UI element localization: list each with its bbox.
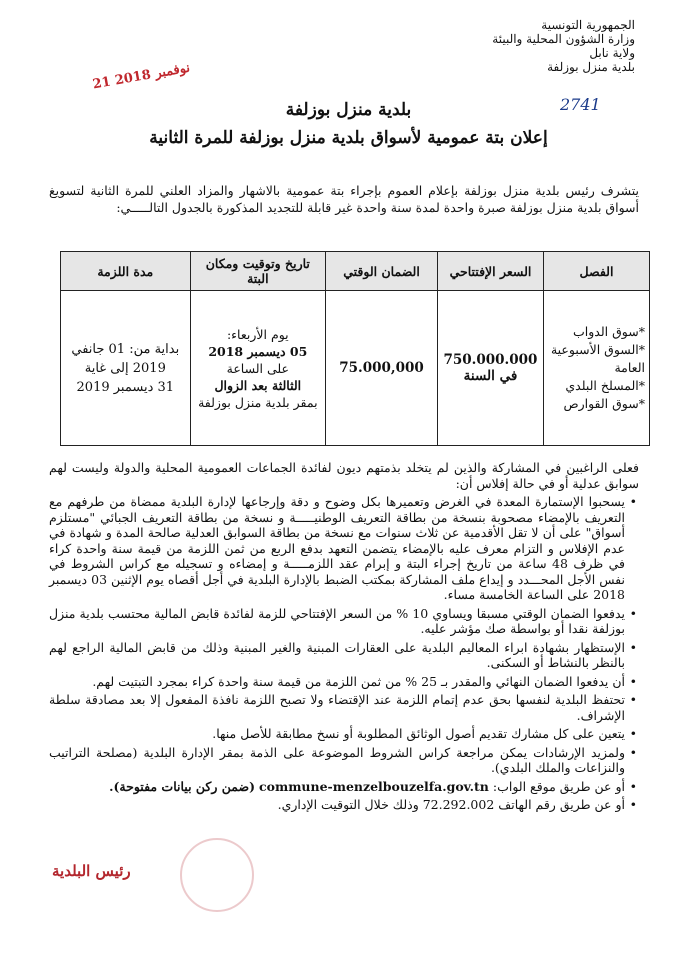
- date-line: يوم الأربعاء:: [226, 326, 289, 342]
- date-line: بمقر بلدية منزل بوزلفة: [198, 394, 318, 410]
- letterhead-line: الجمهورية التونسية: [541, 18, 635, 32]
- duration-line: 31 ديسمبر 2019: [76, 379, 175, 395]
- list-item: • أو عن طريق رقم الهاتف 72.292.002 وذلك خلال التوقيت الإداري.: [49, 797, 625, 813]
- letterhead-line: ولاية نابل: [589, 46, 635, 60]
- auction-table: [60, 251, 650, 446]
- intro-paragraph: يتشرف رئيس بلدية منزل بوزلفة بإعلام العموم بإجراء بتة عمومية بالاشهار والمزاد العلني للمرة الثانية لتسويغ أسواق بلدية منزل بوزلفة صبرة واحدة لمدة سنة واحدة غير قابلة للتجديد المذكورة بالجدول التالـــــي:: [49, 183, 639, 215]
- website-label: أو عن طريق موقع الواب:: [492, 778, 625, 794]
- table-header: السعر الإفتتاحي: [437, 252, 543, 291]
- cell-markets: [543, 291, 649, 446]
- date-line: الثالثة بعد الزوال: [214, 377, 302, 393]
- letterhead: [415, 18, 635, 74]
- market-item: *السوق الأسبوعية العامة: [550, 342, 645, 375]
- list-item: • يدفعوا الضمان الوقتي مسبقا ويساوي 10 % من السعر الإفتتاحي للزمة لفائدة قابض المالية محتسب بلدية منزل بوزلفة نقدا أو بواسطة صك مؤشر عليه.: [49, 606, 625, 637]
- letterhead-line: بلدية منزل بوزلفة: [547, 60, 635, 74]
- cell-duration: [61, 291, 191, 446]
- price-unit: في السنة: [463, 368, 518, 384]
- website-note: (ضمن ركن بيانات مفتوحة).: [109, 778, 256, 794]
- letterhead-line: وزارة الشؤون المحلية والبيئة: [492, 32, 635, 46]
- table-header: الضمان الوقتي: [326, 252, 438, 291]
- list-item: [49, 779, 625, 795]
- duration-line: بداية من: 01 جانفي: [71, 341, 180, 357]
- cell-opening-price: [437, 291, 543, 446]
- document-title: بلدية منزل بوزلفة: [285, 100, 412, 120]
- list-item: • أن يدفعوا الضمان النهائي والمقدر بـ 25 % من ثمن اللزمة من قيمة سنة واحدة كراء بمجرد التبتيت لهم.: [49, 674, 625, 690]
- table-header: مدة اللزمة: [61, 252, 191, 291]
- list-item: • ولمزيد الإرشادات يمكن مراجعة كراس الشروط الموضوعة على الذمة بمقر الإدارة البلدية (مصلحة التراتيب والنزاعات والملك البلدي).: [49, 745, 625, 776]
- registration-number: 2741: [560, 95, 601, 114]
- table-header-row: [61, 252, 650, 291]
- table-header: الفصل: [543, 252, 649, 291]
- market-item: *سوق القوارص: [563, 396, 645, 411]
- official-seal-icon: [180, 838, 254, 912]
- market-item: *المسلخ البلدي: [565, 378, 645, 393]
- conditions-list: [49, 494, 639, 813]
- website-link[interactable]: commune-menzelbouzelfa.gov.tn: [259, 778, 489, 794]
- market-item: *سوق الدواب: [573, 324, 645, 339]
- received-stamp-date: 21 نوفمبر 2018: [91, 60, 192, 93]
- list-item: • تحتفظ البلدية لنفسها بحق عدم إتمام اللزمة عند الإقتضاء ولا تصبح اللزمة نافذة المفعول إلا بعد مصادقة سلطة الإشراف.: [49, 692, 625, 723]
- conditions-section: [49, 460, 639, 816]
- price-value: 750.000.000: [443, 352, 538, 368]
- list-item: • الإستظهار بشهادة ابراء المعاليم البلدية على العقارات المبنية والغير المبنية وذلك من قابض المالية الراجع لهم بالنظر بالنشاط أو السكنى.: [49, 640, 625, 671]
- cell-auction-date: [190, 291, 325, 446]
- conditions-lead: فعلى الراغبين في المشاركة والذين لم يتخلد بذمتهم ديون لفائدة الجماعات العمومية المحلية والدولة وليست لهم سوابق عدلية أو في حالة إفلاس أن:: [49, 460, 639, 491]
- table-header: تاريخ وتوقيت ومكان البتة: [190, 252, 325, 291]
- duration-line: 2019 إلى غاية: [84, 360, 166, 376]
- date-line: 05 ديسمبر 2018: [208, 343, 308, 359]
- list-item: • يسحبوا الإستمارة المعدة في الغرض وتعميرها بكل وضوح و دقة وإرجاعها لإدارة البلدية ممضاة من طرفهم مع التعريف بالإمضاء مصحوبة بنسخة من بطاقة التعريف الوطنيـــــة و نسخة من بطاقة التعريف الجبائي "مستلزم أسواق" على أن لا تقل الأقدمية عن ثلاث سنوات مع نسخة من بطاقة السوابق العدلية صالحة المدة و شهادة في عدم الإفلاس و التزام معرف عليه بالإمضاء يتضمن التعهد بدفع الربع من ثمن اللزمة من قيمة سنة واحدة كراء في ظرف 48 ساعة من تاريخ إجراء البتة و إبرام عقد اللزمـــــة و إمضاءه و تسجيله مع كراس الشروط في نفس الأجل المحـــدد و إيداع ملف المشاركة بمكتب الضبط بالإدارة البلدية في أجل أقصاه يوم الإثنين 03 ديسمبر 2018 على الساعة الخامسة مساء.: [49, 494, 625, 603]
- list-item: • يتعين على كل مشارك تقديم أصول الوثائق المطلوبة أو نسخ مطابقة للأصل منها.: [49, 726, 625, 742]
- date-line: على الساعة: [226, 360, 290, 376]
- signature-title: رئيس البلدية: [52, 862, 131, 880]
- table-row: [61, 291, 650, 446]
- document-subtitle: إعلان بتة عمومية لأسواق بلدية منزل بوزلفة للمرة الثانية: [149, 128, 548, 148]
- cell-guarantee: 75.000,000: [326, 291, 438, 446]
